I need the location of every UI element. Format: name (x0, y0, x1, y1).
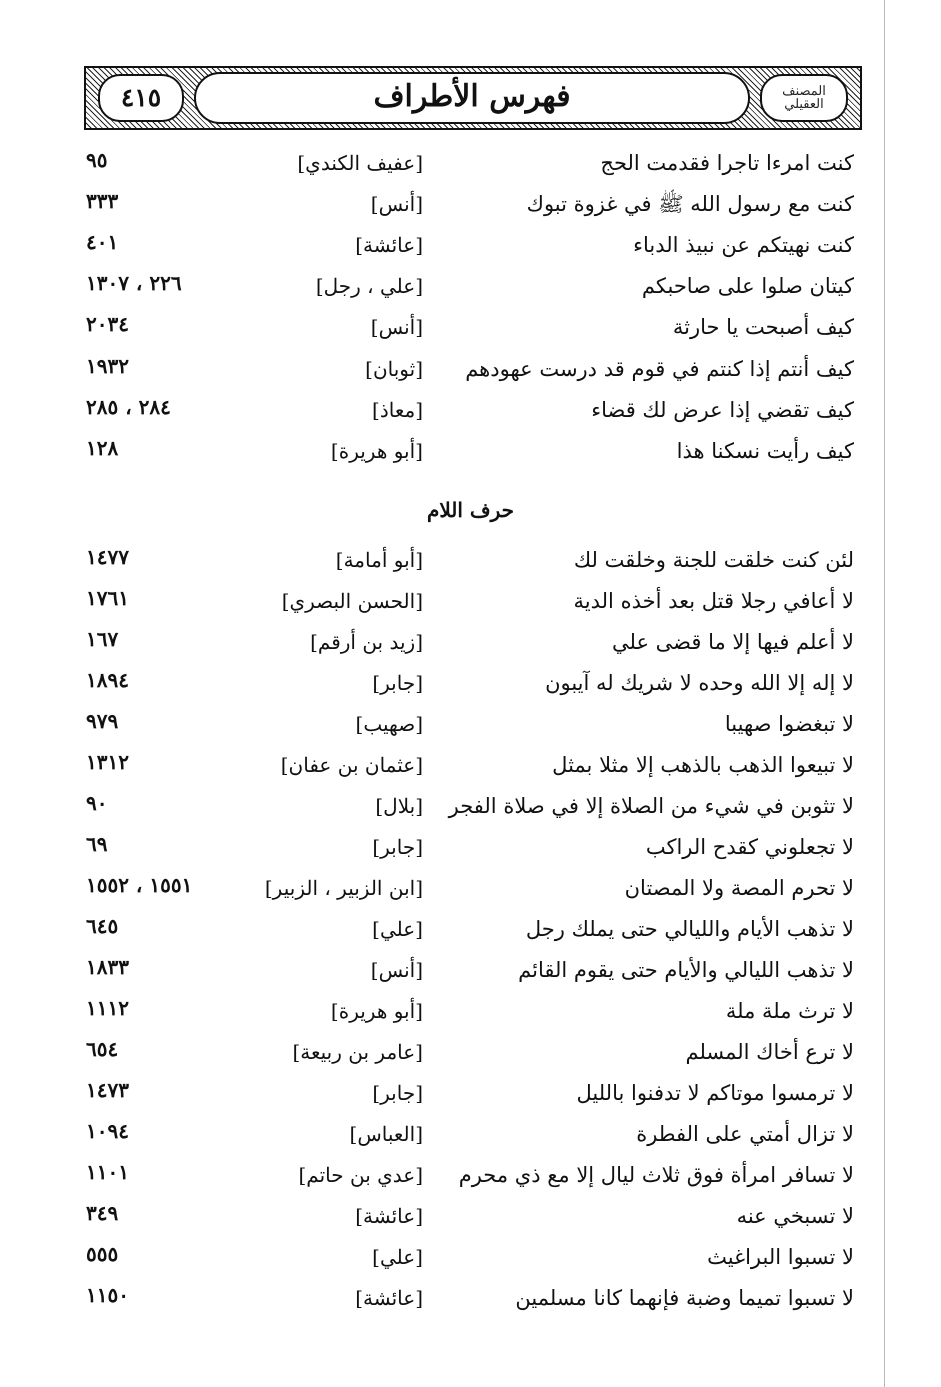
hadith-opening-text: لا تبغضوا صهيبا (724, 712, 854, 736)
index-entry (0, 1155, 941, 1195)
narrator-name: [جابر] (372, 671, 423, 695)
hadith-opening-text: كيف أنتم إذا كنتم في قوم قد درست عهودهم (465, 357, 854, 381)
header-title: فهرس الأطراف (373, 79, 571, 114)
hadith-opening-text: لا تسبوا تميما وضبة فإنهما كانا مسلمين (515, 1286, 854, 1310)
index-entry (0, 1237, 941, 1277)
hadith-number: ١٤٧٣ (86, 1078, 129, 1102)
narrator-name: [جابر] (372, 835, 423, 859)
narrator-name: [العباس] (349, 1122, 423, 1146)
narrator-name: [أنس] (370, 192, 423, 216)
hadith-number: ٢٠٣٤ (86, 312, 129, 336)
hadith-opening-text: لا تثوبن في شيء من الصلاة إلا في صلاة الفجر (448, 794, 854, 818)
index-entry (0, 1032, 941, 1072)
hadith-opening-text: لا ترمسوا موتاكم لا تدفنوا بالليل (576, 1081, 854, 1105)
narrator-name: [عدي بن حاتم] (298, 1163, 423, 1187)
hadith-number: ١٦٧ (86, 627, 119, 651)
index-entry (0, 307, 941, 347)
hadith-opening-text: لا ترع أخاك المسلم (685, 1040, 854, 1064)
page-number: ٤١٥ (120, 83, 162, 112)
hadith-number: ٩٥ (86, 148, 108, 172)
hadith-opening-text: لا تبيعوا الذهب بالذهب إلا مثلا بمثل (552, 753, 854, 777)
page-header (84, 66, 862, 130)
hadith-opening-text: كيف تقضي إذا عرض لك قضاء (591, 398, 854, 422)
narrator-name: [أنس] (370, 958, 423, 982)
narrator-name: [أبو هريرة] (330, 439, 423, 463)
hadith-opening-text: لا تذهب الأيام والليالي حتى يملك رجل (525, 917, 854, 941)
hadith-opening-text: لا تسبوا البراغيث (707, 1245, 854, 1269)
index-entry (0, 540, 941, 580)
index-entry (0, 704, 941, 744)
hadith-number: ٢٢٦ ، ١٣٠٧ (86, 271, 182, 295)
index-entry (0, 184, 941, 224)
narrator-name: [الحسن البصري] (281, 589, 423, 613)
narrator-name: [أبو أمامة] (335, 548, 423, 572)
section-heading: حرف اللام (426, 498, 515, 522)
index-entry (0, 1278, 941, 1318)
narrator-name: [ابن الزبير ، الزبير] (264, 876, 423, 900)
hadith-opening-text: لا تذهب الليالي والأيام حتى يقوم القائم (518, 958, 854, 982)
index-entry (0, 950, 941, 990)
page-number-cartouche (98, 74, 184, 122)
hadith-number: ٤٠١ (86, 230, 119, 254)
hadith-opening-text: كنت امرءا تاجرا فقدمت الحج (600, 151, 854, 175)
hadith-opening-text: لا إله إلا الله وحده لا شريك له آيبون (545, 671, 854, 695)
index-entry (0, 622, 941, 662)
hadith-opening-text: كيف رأيت نسكنا هذا (676, 439, 854, 463)
index-entry (0, 581, 941, 621)
narrator-name: [زيد بن أرقم] (310, 630, 423, 654)
hadith-opening-text: كنت نهيتكم عن نبيذ الدباء (633, 233, 854, 257)
narrator-name: [معاذ] (372, 398, 423, 422)
hadith-number: ١٠٩٤ (86, 1119, 129, 1143)
index-entry (0, 663, 941, 703)
hadith-number: ١٨٩٤ (86, 668, 129, 692)
index-entry (0, 266, 941, 306)
hadith-opening-text: كيتان صلوا على صاحبكم (641, 274, 854, 298)
hadith-number: ١١٠١ (86, 1160, 129, 1184)
book-logo-text: المصنف العقيلي (782, 84, 826, 112)
hadith-opening-text: لا أعافي رجلا قتل بعد أخذه الدية (573, 589, 854, 613)
narrator-name: [علي] (372, 1245, 423, 1269)
hadith-number: ١٢٨ (86, 436, 119, 460)
narrator-name: [ثوبان] (365, 357, 423, 381)
narrator-name: [عائشة] (355, 1204, 423, 1228)
narrator-name: [عفيف الكندي] (297, 151, 423, 175)
index-entry (0, 991, 941, 1031)
hadith-opening-text: لا تسبخي عنه (736, 1204, 854, 1228)
narrator-name: [بلال] (375, 794, 423, 818)
index-entry (0, 143, 941, 183)
hadith-opening-text: كنت مع رسول الله ﷺ في غزوة تبوك (526, 192, 854, 216)
index-entry (0, 745, 941, 785)
hadith-number: ٩٠ (86, 791, 108, 815)
narrator-name: [أنس] (370, 315, 423, 339)
index-entry (0, 909, 941, 949)
narrator-name: [عائشة] (355, 1286, 423, 1310)
hadith-number: ٢٨٤ ، ٢٨٥ (86, 395, 171, 419)
hadith-opening-text: لا أعلم فيها إلا ما قضى علي (612, 630, 854, 654)
narrator-name: [جابر] (372, 1081, 423, 1105)
hadith-opening-text: لئن كنت خلقت للجنة وخلقت لك (573, 548, 854, 572)
hadith-number: ١٤٧٧ (86, 545, 129, 569)
hadith-number: ٦٩ (86, 832, 108, 856)
hadith-opening-text: لا تزال أمتي على الفطرة (636, 1122, 854, 1146)
hadith-number: ١١٥٠ (86, 1283, 129, 1307)
hadith-opening-text: لا ترث ملة ملة (725, 999, 854, 1023)
index-entry (0, 1196, 941, 1236)
hadith-number: ١٩٣٢ (86, 354, 129, 378)
narrator-name: [عائشة] (355, 233, 423, 257)
hadith-number: ١٨٣٣ (86, 955, 129, 979)
hadith-opening-text: كيف أصبحت يا حارثة (672, 315, 854, 339)
index-entry (0, 1073, 941, 1113)
index-entry (0, 786, 941, 826)
index-entry (0, 349, 941, 389)
hadith-number: ٣٤٩ (86, 1201, 119, 1225)
hadith-opening-text: لا تجعلوني كقدح الراكب (645, 835, 854, 859)
hadith-number: ٦٤٥ (86, 914, 119, 938)
hadith-number: ١١١٢ (86, 996, 129, 1020)
hadith-number: ١٣١٢ (86, 750, 129, 774)
hadith-number: ٥٥٥ (86, 1242, 119, 1266)
index-entry (0, 225, 941, 265)
index-entry (0, 827, 941, 867)
header-title-cartouche (194, 72, 750, 124)
narrator-name: [أبو هريرة] (330, 999, 423, 1023)
hadith-number: ١٥٥١ ، ١٥٥٢ (86, 873, 193, 897)
narrator-name: [عامر بن ربيعة] (292, 1040, 423, 1064)
book-logo (760, 74, 848, 122)
index-entry (0, 1114, 941, 1154)
narrator-name: [صهيب] (355, 712, 423, 736)
index-entry (0, 390, 941, 430)
index-entry (0, 431, 941, 471)
narrator-name: [علي] (372, 917, 423, 941)
hadith-number: ٩٧٩ (86, 709, 119, 733)
hadith-number: ٣٣٣ (86, 189, 119, 213)
hadith-number: ١٧٦١ (86, 586, 129, 610)
index-entry (0, 868, 941, 908)
hadith-opening-text: لا تسافر امرأة فوق ثلاث ليال إلا مع ذي محرم (458, 1163, 854, 1187)
narrator-name: [علي ، رجل] (315, 274, 423, 298)
hadith-opening-text: لا تحرم المصة ولا المصتان (624, 876, 854, 900)
narrator-name: [عثمان بن عفان] (280, 753, 423, 777)
hadith-number: ٦٥٤ (86, 1037, 119, 1061)
